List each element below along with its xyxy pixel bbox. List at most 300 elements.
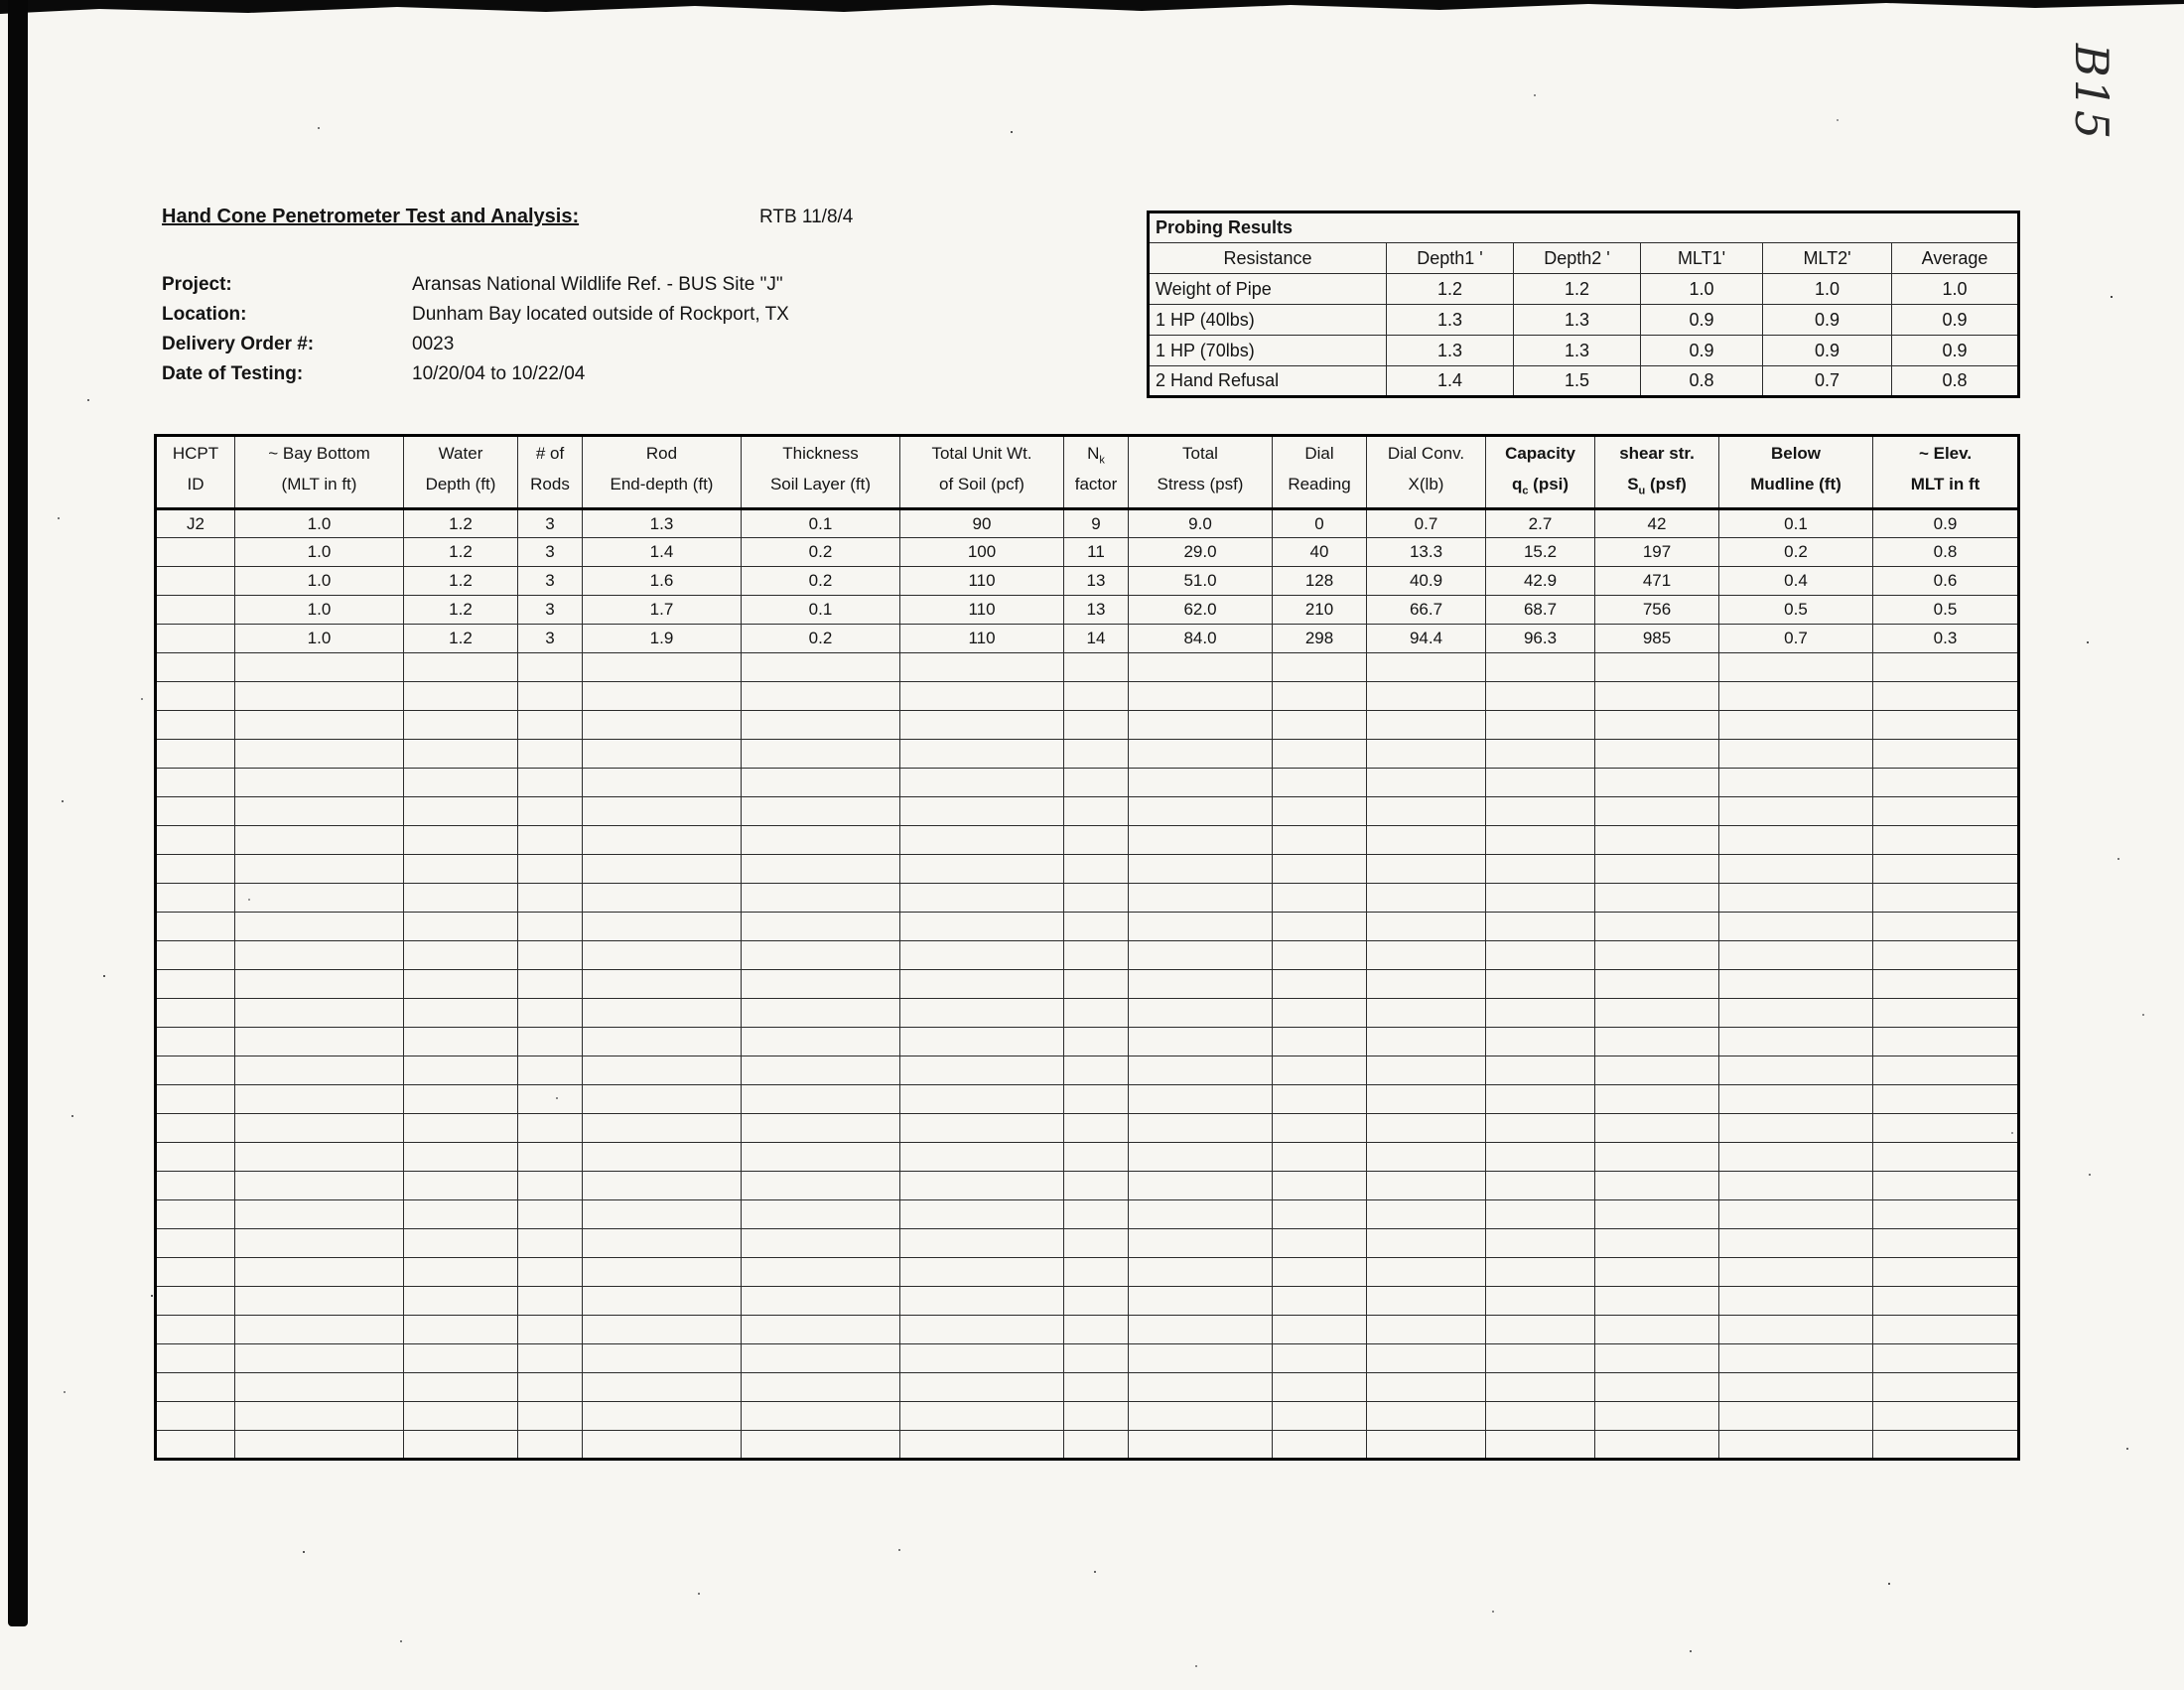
cell — [1064, 970, 1129, 999]
cell — [583, 1172, 742, 1200]
cell: 0.6 — [1873, 567, 2019, 596]
cell — [1273, 855, 1367, 884]
cell — [1273, 1085, 1367, 1114]
cell — [1873, 970, 2019, 999]
cell — [518, 1114, 583, 1143]
cell: 68.7 — [1486, 596, 1595, 625]
table-row — [156, 653, 2019, 682]
cell — [156, 1229, 235, 1258]
cell: 0.1 — [742, 509, 900, 538]
info-row — [162, 300, 789, 330]
cell — [1064, 653, 1129, 682]
column-header — [742, 436, 900, 509]
cell — [1367, 740, 1486, 769]
cell: 210 — [1273, 596, 1367, 625]
cell — [156, 1028, 235, 1056]
cell — [1273, 1172, 1367, 1200]
cell — [1129, 1143, 1273, 1172]
cell — [1273, 682, 1367, 711]
cell — [156, 913, 235, 941]
cell — [900, 1114, 1064, 1143]
table-row — [156, 1258, 2019, 1287]
cell: 0.9 — [1873, 509, 2019, 538]
cell — [1873, 1114, 2019, 1143]
cell — [583, 1316, 742, 1344]
cell — [1595, 941, 1719, 970]
cell: 0.8 — [1873, 538, 2019, 567]
cell — [1064, 682, 1129, 711]
cell — [742, 1114, 900, 1143]
cell: 1.0 — [235, 596, 404, 625]
cell — [1719, 884, 1873, 913]
probing-table-body — [1149, 274, 2019, 397]
column-header-line2: $S_u$ (psf) — [1627, 474, 1687, 496]
info-label: Delivery Order #: — [162, 334, 315, 354]
cell — [1129, 913, 1273, 941]
cell: 1.2 — [404, 509, 518, 538]
column-header-line2: Mudline (ft) — [1750, 474, 1842, 493]
cell — [404, 1143, 518, 1172]
cell — [583, 797, 742, 826]
cell — [404, 1229, 518, 1258]
cell — [1595, 1028, 1719, 1056]
column-header-line2: factor — [1074, 474, 1118, 493]
cell — [1367, 1200, 1486, 1229]
cell — [900, 797, 1064, 826]
cell: 62.0 — [1129, 596, 1273, 625]
column-header-line1: ~ Bay Bottom — [268, 444, 370, 464]
table-row — [156, 1402, 2019, 1431]
cell — [1367, 1258, 1486, 1287]
cell — [900, 1344, 1064, 1373]
column-header — [1367, 436, 1486, 509]
cell — [1273, 970, 1367, 999]
cell — [1064, 769, 1129, 797]
cell — [583, 653, 742, 682]
cell — [742, 1056, 900, 1085]
cell — [583, 999, 742, 1028]
column-header-line1: Rod — [645, 444, 678, 464]
cell — [404, 884, 518, 913]
column-header: Resistance — [1149, 243, 1387, 274]
cell — [235, 1431, 404, 1460]
cell — [235, 1114, 404, 1143]
table-row — [156, 625, 2019, 653]
cell — [1273, 1056, 1367, 1085]
table-row — [156, 1287, 2019, 1316]
table-row — [1149, 366, 2019, 397]
cell: 1.2 — [404, 596, 518, 625]
cell — [1873, 1028, 2019, 1056]
info-label: Location: — [162, 304, 247, 325]
cell — [742, 1172, 900, 1200]
cell — [156, 740, 235, 769]
cell — [1719, 855, 1873, 884]
cell — [1873, 1085, 2019, 1114]
cell — [1719, 797, 1873, 826]
cell: 3 — [518, 625, 583, 653]
cell — [900, 913, 1064, 941]
cell — [1129, 740, 1273, 769]
table-row — [156, 1056, 2019, 1085]
probing-title-row — [1149, 212, 2019, 243]
cell — [1129, 999, 1273, 1028]
cell — [1486, 1200, 1595, 1229]
cell — [583, 1258, 742, 1287]
cell — [235, 855, 404, 884]
cell — [518, 769, 583, 797]
cell — [900, 855, 1064, 884]
cell — [404, 1028, 518, 1056]
cell — [583, 1431, 742, 1460]
cell — [404, 653, 518, 682]
cell — [518, 826, 583, 855]
table-row — [156, 1143, 2019, 1172]
cell — [900, 1373, 1064, 1402]
cell — [1486, 970, 1595, 999]
column-header — [1719, 436, 1873, 509]
cell — [583, 1085, 742, 1114]
table-row — [156, 682, 2019, 711]
cell — [1486, 797, 1595, 826]
cell — [900, 653, 1064, 682]
cell — [1486, 1056, 1595, 1085]
cell — [156, 567, 235, 596]
cell — [235, 797, 404, 826]
column-header-line2: ID — [187, 474, 205, 493]
cell — [742, 740, 900, 769]
cell — [1486, 1287, 1595, 1316]
cell — [1064, 1287, 1129, 1316]
cell — [1486, 1143, 1595, 1172]
cell — [742, 1373, 900, 1402]
cell — [900, 1229, 1064, 1258]
table-row — [156, 1344, 2019, 1373]
cell — [1486, 1172, 1595, 1200]
cell — [1273, 913, 1367, 941]
table-row — [156, 1114, 2019, 1143]
cell — [1719, 1200, 1873, 1229]
cell — [900, 1402, 1064, 1431]
cell — [900, 1143, 1064, 1172]
cell — [1064, 855, 1129, 884]
cell — [1129, 1229, 1273, 1258]
cell — [583, 1402, 742, 1431]
handwritten-mark: B15 — [2065, 43, 2118, 142]
cell — [1595, 769, 1719, 797]
cell — [1064, 1316, 1129, 1344]
cell — [1367, 1287, 1486, 1316]
table-row — [156, 1200, 2019, 1229]
cell — [1719, 826, 1873, 855]
cell: 100 — [900, 538, 1064, 567]
table-row — [156, 1229, 2019, 1258]
cell — [404, 1431, 518, 1460]
cell — [1595, 653, 1719, 682]
cell — [900, 1085, 1064, 1114]
cell — [583, 1344, 742, 1373]
cell — [518, 1316, 583, 1344]
column-header-line2: Rods — [530, 474, 570, 493]
cell — [1129, 884, 1273, 913]
cell — [1486, 941, 1595, 970]
cell — [583, 941, 742, 970]
cell — [235, 913, 404, 941]
cell — [1064, 1028, 1129, 1056]
cell — [1595, 913, 1719, 941]
cell — [518, 740, 583, 769]
cell — [156, 1373, 235, 1402]
cell — [1486, 884, 1595, 913]
cell — [1873, 1056, 2019, 1085]
table-row — [156, 855, 2019, 884]
cell — [1719, 1431, 1873, 1460]
cell — [583, 1200, 742, 1229]
cell — [1486, 1402, 1595, 1431]
cell — [404, 1344, 518, 1373]
cell — [1367, 769, 1486, 797]
table-row — [156, 509, 2019, 538]
cell — [235, 711, 404, 740]
cell: Weight of Pipe — [1149, 274, 1387, 305]
cell — [1129, 1114, 1273, 1143]
cell — [1595, 999, 1719, 1028]
cell: 0.9 — [1763, 336, 1892, 366]
cell: 1.4 — [583, 538, 742, 567]
cell: 3 — [518, 596, 583, 625]
info-value: Aransas National Wildlife Ref. - BUS Site "J" — [412, 274, 783, 295]
cell — [1595, 1172, 1719, 1200]
cell — [1367, 1172, 1486, 1200]
cell — [742, 653, 900, 682]
cell — [1873, 740, 2019, 769]
cell: 298 — [1273, 625, 1367, 653]
column-header — [1064, 436, 1129, 509]
cell — [518, 682, 583, 711]
cell — [900, 970, 1064, 999]
table-row — [156, 711, 2019, 740]
info-value: 10/20/04 to 10/22/04 — [412, 363, 586, 384]
cell — [235, 1143, 404, 1172]
cell: 0.9 — [1641, 305, 1763, 336]
cell: 40 — [1273, 538, 1367, 567]
column-header-line1: $N_k$ — [1087, 444, 1105, 467]
cell — [1873, 769, 2019, 797]
cell — [1367, 711, 1486, 740]
cell: 9 — [1064, 509, 1129, 538]
cell — [1719, 1258, 1873, 1287]
cell — [1486, 711, 1595, 740]
cell: 1.3 — [583, 509, 742, 538]
column-header-line2: of Soil (pcf) — [939, 474, 1024, 493]
cell — [1486, 855, 1595, 884]
cell: 66.7 — [1367, 596, 1486, 625]
cell — [404, 1056, 518, 1085]
cell — [1719, 682, 1873, 711]
cell — [235, 999, 404, 1028]
column-header — [235, 436, 404, 509]
cell — [900, 941, 1064, 970]
cell — [404, 682, 518, 711]
cell — [1273, 999, 1367, 1028]
column-header-line2: $q_c$ (psi) — [1511, 474, 1570, 496]
cell: 1 HP (70lbs) — [1149, 336, 1387, 366]
cell — [1129, 970, 1273, 999]
column-header — [900, 436, 1064, 509]
cell — [900, 1172, 1064, 1200]
cell — [1719, 1402, 1873, 1431]
column-header-line1: Total Unit Wt. — [931, 444, 1032, 464]
column-header — [1273, 436, 1367, 509]
cell — [1486, 682, 1595, 711]
cell — [1129, 1373, 1273, 1402]
cell — [1129, 711, 1273, 740]
cell — [1873, 884, 2019, 913]
cell — [156, 596, 235, 625]
cell — [156, 999, 235, 1028]
cell — [1273, 1344, 1367, 1373]
cell — [1064, 941, 1129, 970]
cell — [1273, 1402, 1367, 1431]
cell — [1719, 711, 1873, 740]
cell — [518, 653, 583, 682]
cell — [235, 1373, 404, 1402]
column-header-line2: Depth (ft) — [425, 474, 496, 493]
cell — [1719, 1114, 1873, 1143]
cell — [1273, 1373, 1367, 1402]
cell: 0.9 — [1892, 336, 2019, 366]
cell — [1064, 1085, 1129, 1114]
cell — [156, 538, 235, 567]
cell — [518, 1200, 583, 1229]
cell: 90 — [900, 509, 1064, 538]
cell — [404, 1114, 518, 1143]
cell — [742, 1316, 900, 1344]
cell: 110 — [900, 596, 1064, 625]
cell: 1 HP (40lbs) — [1149, 305, 1387, 336]
cell — [1486, 1258, 1595, 1287]
cell — [1273, 941, 1367, 970]
cell — [1873, 999, 2019, 1028]
cell — [1064, 1229, 1129, 1258]
cell: 110 — [900, 625, 1064, 653]
cell — [1273, 1143, 1367, 1172]
cell — [1486, 1431, 1595, 1460]
cell — [1873, 1229, 2019, 1258]
cell — [156, 1287, 235, 1316]
cell — [156, 826, 235, 855]
scan-noise-specks — [0, 0, 2, 2]
cell — [900, 682, 1064, 711]
column-header: MLT2' — [1763, 243, 1892, 274]
cell — [742, 826, 900, 855]
cell — [404, 999, 518, 1028]
cell: 1.2 — [1514, 274, 1641, 305]
cell — [1595, 1373, 1719, 1402]
cell — [1367, 1316, 1486, 1344]
cell — [1595, 682, 1719, 711]
cell: 0.7 — [1719, 625, 1873, 653]
cell: 0.1 — [1719, 509, 1873, 538]
cell — [518, 1056, 583, 1085]
hcpt-data-table — [154, 434, 2020, 1461]
table-row — [156, 999, 2019, 1028]
cell — [404, 740, 518, 769]
cell — [1129, 826, 1273, 855]
table-row — [156, 1373, 2019, 1402]
cell — [1367, 682, 1486, 711]
cell — [742, 711, 900, 740]
cell — [583, 1373, 742, 1402]
cell — [1273, 1431, 1367, 1460]
main-table-header-row — [156, 436, 2019, 509]
cell — [742, 1344, 900, 1373]
cell — [1486, 826, 1595, 855]
cell: 0.5 — [1719, 596, 1873, 625]
cell — [156, 653, 235, 682]
table-row — [156, 826, 2019, 855]
cell — [742, 884, 900, 913]
table-row — [156, 596, 2019, 625]
cell — [1367, 1344, 1486, 1373]
cell — [1595, 1056, 1719, 1085]
cell: 128 — [1273, 567, 1367, 596]
column-header — [583, 436, 742, 509]
cell — [1486, 1316, 1595, 1344]
table-row — [156, 538, 2019, 567]
cell — [1064, 1172, 1129, 1200]
cell — [235, 1344, 404, 1373]
cell: 1.3 — [1514, 336, 1641, 366]
cell — [235, 1402, 404, 1431]
cell — [404, 855, 518, 884]
cell — [583, 1056, 742, 1085]
cell — [404, 1258, 518, 1287]
column-header — [1595, 436, 1719, 509]
cell — [1595, 1402, 1719, 1431]
cell — [742, 913, 900, 941]
cell: 3 — [518, 567, 583, 596]
cell: 0.9 — [1763, 305, 1892, 336]
cell — [235, 884, 404, 913]
cell — [742, 682, 900, 711]
cell — [235, 1316, 404, 1344]
cell — [518, 855, 583, 884]
cell — [1595, 826, 1719, 855]
cell: 0.7 — [1763, 366, 1892, 397]
cell — [404, 769, 518, 797]
cell — [156, 1316, 235, 1344]
cell — [1064, 740, 1129, 769]
cell — [742, 1085, 900, 1114]
cell: 0.5 — [1873, 596, 2019, 625]
cell — [1486, 653, 1595, 682]
cell — [1486, 1373, 1595, 1402]
cell — [156, 1114, 235, 1143]
cell — [1129, 1402, 1273, 1431]
cell — [1367, 1114, 1486, 1143]
cell — [900, 884, 1064, 913]
column-header-line1: Dial Conv. — [1387, 444, 1465, 464]
cell: 1.0 — [235, 567, 404, 596]
cell — [583, 1028, 742, 1056]
column-header-line1: Thickness — [782, 444, 859, 464]
cell — [518, 1431, 583, 1460]
info-row — [162, 330, 789, 359]
cell — [742, 855, 900, 884]
cell — [156, 1056, 235, 1085]
cell — [404, 1200, 518, 1229]
